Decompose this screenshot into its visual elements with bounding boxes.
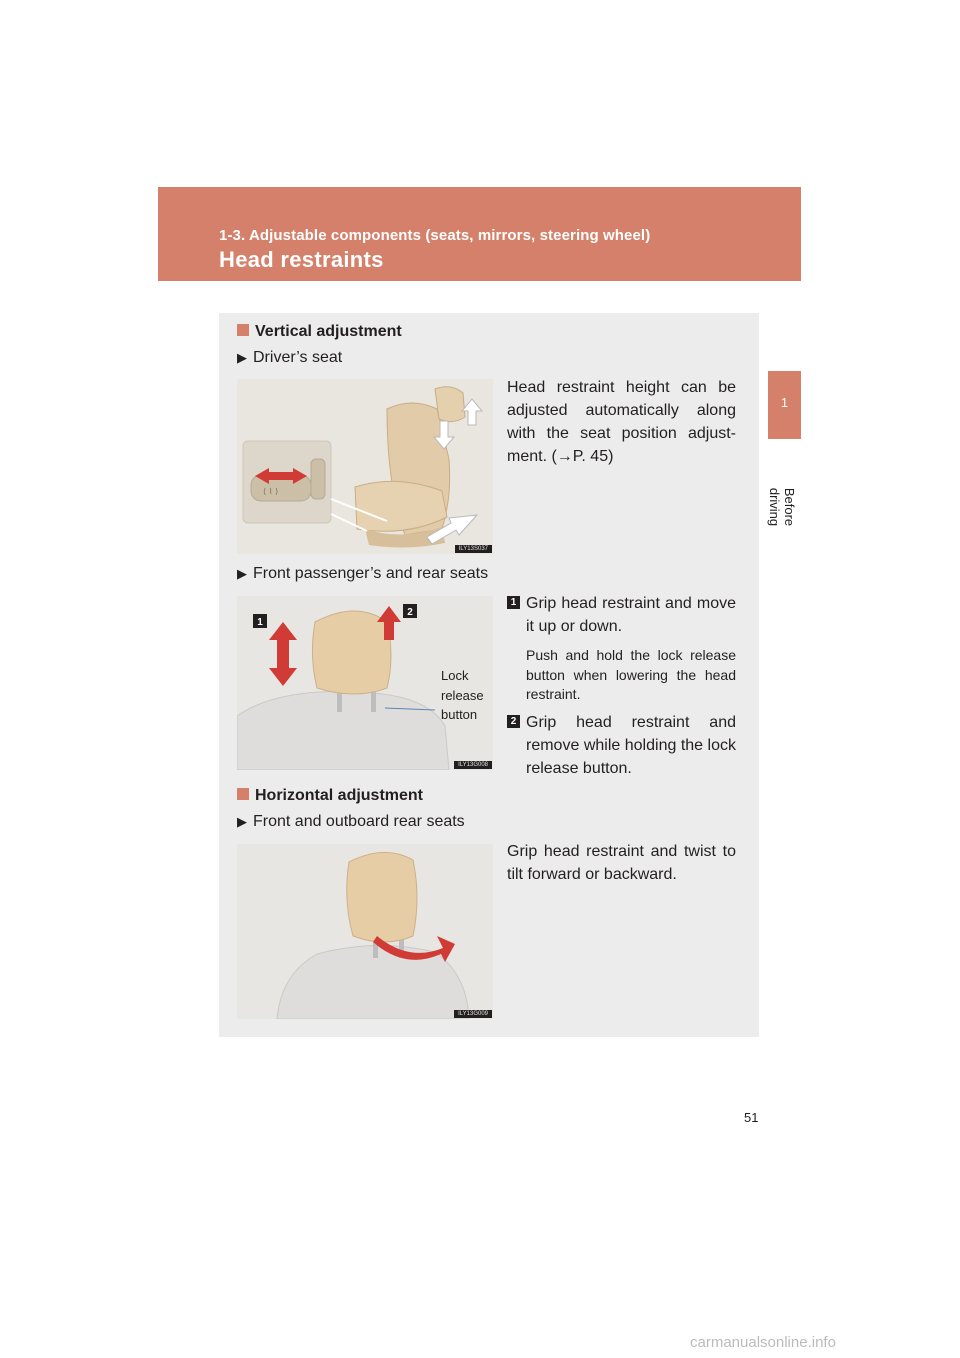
page-header [158,187,801,281]
vertical-adjustment-heading: Vertical adjustment [237,323,402,341]
passenger-head-restraint-figure [237,596,493,770]
triangle-bullet-icon: ▶ [237,814,247,829]
step-1: 1 Grip head restraint and move it up or down. [507,592,736,638]
passenger-rear-seats-subhead: ▶ Front passenger’s and rear seats [237,565,489,582]
triangle-bullet-icon: ▶ [237,566,247,581]
lock-release-callout: Lock release button [441,668,484,722]
front-outboard-seats-subhead: ▶ Front and outboard rear seats [237,813,465,830]
chapter-label: Before driving [767,487,797,527]
figure-code: ILY13G008 [454,761,492,769]
horizontal-adjustment-heading: Horizontal adjustment [237,787,423,805]
step-1-badge: 1 [507,596,520,609]
head-restraint-tilt-illustration [237,844,493,1019]
chapter-number: 1 [780,395,789,410]
step-1-note: Push and hold the lock release button when lowering the head restraint. [526,647,736,702]
triangle-bullet-icon: ▶ [237,350,247,365]
svg-text:2: 2 [407,607,413,618]
figure-code: ILY13S037 [455,545,492,553]
content-panel [219,313,759,1037]
drivers-seat-figure [237,379,493,554]
step-2: 2 Grip head restraint and remove while holding the lock release button. [507,711,736,780]
figure-code: ILY13G009 [454,1010,492,1018]
horizontal-description: Grip head restraint and twist to tilt forward or backward. [507,843,736,883]
page-number: 51 [744,1110,759,1125]
svg-text:⟨ ⌇ ⟩: ⟨ ⌇ ⟩ [263,487,279,496]
section-label: 1-3. Adjustable components (seats, mirrors, steering wheel) [219,227,651,244]
drivers-seat-description: Head restraint height can be adjusted automatically along with the seat position adjust-ment. (→P. 45) [507,379,736,465]
svg-text:1: 1 [257,617,263,628]
drivers-seat-subhead: ▶ Driver’s seat [237,349,343,366]
page-title: Head restraints [219,247,384,272]
horizontal-tilt-figure [237,844,493,1019]
watermark-text: carmanualsonline.info [690,1334,836,1351]
square-bullet-icon [237,788,249,800]
chapter-tab[interactable] [768,371,801,439]
square-bullet-icon [237,324,249,336]
step-2-badge: 2 [507,715,520,728]
power-seat-illustration [237,379,493,554]
